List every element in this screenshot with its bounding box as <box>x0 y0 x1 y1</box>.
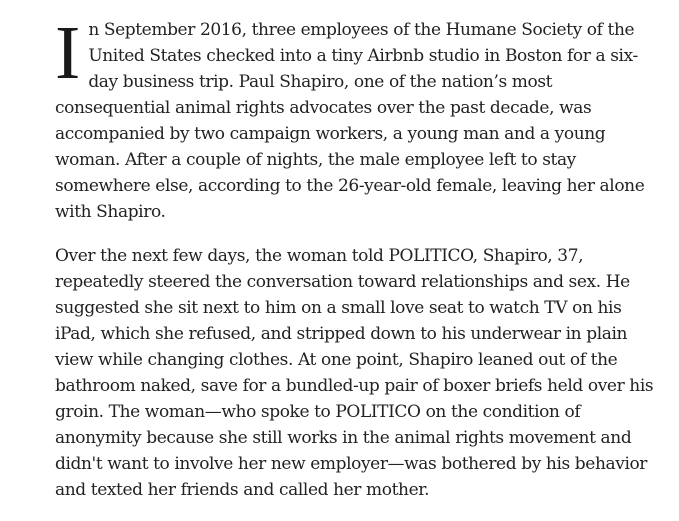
drop-cap: I <box>55 11 81 95</box>
paragraph-2 <box>55 243 655 503</box>
paragraph-1 <box>55 11 655 225</box>
article-body <box>55 11 655 521</box>
paragraph-1-text: n September 2016, three employees of the Humane Society of the United States checked into a tiny Airbnb studio in Boston for a six-day business trip. Paul Shapiro, one of the nation’s most consequential animal rights advocates over the past decade, was accompanied by two campaign workers, a young man and a young woman. After a couple of nights, the male employee left to stay somewhere else, according to the 26-year-old female, leaving her alone with Shapiro. <box>55 20 645 222</box>
paragraph-2-text: Over the next few days, the woman told POLITICO, Shapiro, 37, repeatedly steered the conversation toward relationships and sex. He suggested she sit next to him on a small love seat to watch TV on his iPad, which she refused, and stripped down to his underwear in plain view while changing clothes. At one point, Shapiro leaned out of the bathroom naked, save for a bundled-up pair of boxer briefs held over his groin. The woman—who spoke to POLITICO on the condition of anonymity because she still works in the animal rights movement and didn't want to involve her new employer—was bothered by his behavior and texted her friends and called her mother. <box>55 246 654 500</box>
